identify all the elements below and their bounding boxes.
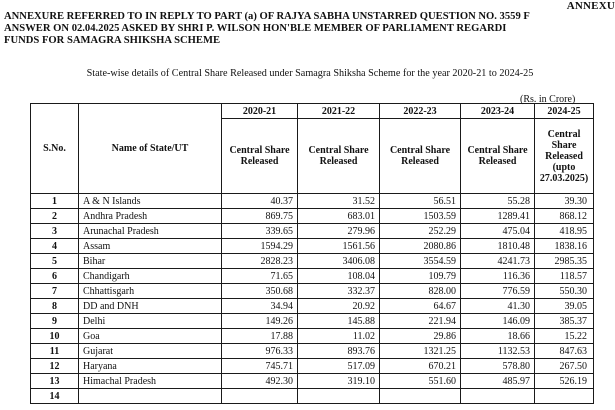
- cell-state-name: Delhi: [79, 314, 222, 329]
- cell-value-year-5: 267.50: [535, 359, 594, 374]
- sub-header-5-text: Central Share Released (upto 27.03.2025): [539, 128, 589, 184]
- cell-value-year-3: 252.29: [380, 224, 461, 239]
- table-row: [31, 329, 594, 344]
- col-header-sno: S.No.: [31, 104, 79, 194]
- sub-header-2: [298, 119, 380, 194]
- cell-sno: 1: [31, 194, 79, 209]
- cell-value-year-2: [298, 389, 380, 404]
- table-row: [31, 239, 594, 254]
- cell-sno: 14: [31, 389, 79, 404]
- cell-value-year-3: 670.21: [380, 359, 461, 374]
- cell-value-year-2: 332.37: [298, 284, 380, 299]
- cell-sno: 11: [31, 344, 79, 359]
- table-row: [31, 269, 594, 284]
- col-header-year-3: 2022-23: [380, 104, 461, 119]
- cell-value-year-3: 64.67: [380, 299, 461, 314]
- cell-value-year-4: 578.80: [461, 359, 535, 374]
- sub-header-1: [222, 119, 298, 194]
- cell-value-year-4: 18.66: [461, 329, 535, 344]
- cell-value-year-1: 40.37: [222, 194, 298, 209]
- cell-value-year-4: 1289.41: [461, 209, 535, 224]
- table-row: [31, 299, 594, 314]
- cell-sno: 13: [31, 374, 79, 389]
- heading-line-3: FUNDS FOR SAMAGRA SHIKSHA SCHEME: [4, 35, 221, 46]
- cell-sno: 5: [31, 254, 79, 269]
- table-row: [31, 359, 594, 374]
- cell-value-year-1: 745.71: [222, 359, 298, 374]
- col-header-year-4: 2023-24: [461, 104, 535, 119]
- cell-value-year-3: 1321.25: [380, 344, 461, 359]
- cell-value-year-4: 776.59: [461, 284, 535, 299]
- cell-value-year-5: 847.63: [535, 344, 594, 359]
- cell-value-year-2: 279.96: [298, 224, 380, 239]
- cell-state-name: Andhra Pradesh: [79, 209, 222, 224]
- col-header-state: Name of State/UT: [79, 104, 222, 194]
- table-row: [31, 314, 594, 329]
- cell-value-year-2: 683.01: [298, 209, 380, 224]
- cell-value-year-3: 221.94: [380, 314, 461, 329]
- cell-value-year-2: 31.52: [298, 194, 380, 209]
- cell-value-year-5: 1838.16: [535, 239, 594, 254]
- cell-state-name: Assam: [79, 239, 222, 254]
- table-row: [31, 194, 594, 209]
- table-row: [31, 224, 594, 239]
- document-heading: [4, 11, 615, 47]
- cell-value-year-5: 550.30: [535, 284, 594, 299]
- header-row-years: [31, 104, 594, 119]
- cell-value-year-1: [222, 389, 298, 404]
- cell-value-year-4: 116.36: [461, 269, 535, 284]
- cell-state-name: Chhattisgarh: [79, 284, 222, 299]
- cell-value-year-3: 2080.86: [380, 239, 461, 254]
- cell-value-year-3: 29.86: [380, 329, 461, 344]
- cell-state-name: Chandigarh: [79, 269, 222, 284]
- cell-value-year-1: 17.88: [222, 329, 298, 344]
- cell-value-year-4: [461, 389, 535, 404]
- cell-value-year-1: 34.94: [222, 299, 298, 314]
- col-header-year-1: 2020-21: [222, 104, 298, 119]
- cell-state-name: DD and DNH: [79, 299, 222, 314]
- cell-value-year-1: 976.33: [222, 344, 298, 359]
- cell-value-year-5: 118.57: [535, 269, 594, 284]
- cell-sno: 3: [31, 224, 79, 239]
- cell-value-year-3: [380, 389, 461, 404]
- sub-header-5: [535, 119, 594, 194]
- cell-value-year-1: 869.75: [222, 209, 298, 224]
- cell-value-year-5: 385.37: [535, 314, 594, 329]
- cell-value-year-1: 350.68: [222, 284, 298, 299]
- cell-value-year-4: 485.97: [461, 374, 535, 389]
- cell-value-year-3: 56.51: [380, 194, 461, 209]
- table-subtitle: State-wise details of Central Share Released under Samagra Shiksha Scheme for the year 2020-21 to 2024-25: [86, 68, 534, 79]
- cell-state-name: Bihar: [79, 254, 222, 269]
- cell-value-year-2: 20.92: [298, 299, 380, 314]
- cell-sno: 4: [31, 239, 79, 254]
- cell-state-name: Arunachal Pradesh: [79, 224, 222, 239]
- units-label: (Rs. in Crore): [520, 94, 576, 105]
- heading-line-2: ANSWER ON 02.04.2025 ASKED BY SHRI P. WILSON HON'BLE MEMBER OF PARLIAMENT REGARDI: [4, 23, 507, 34]
- cell-state-name: Gujarat: [79, 344, 222, 359]
- cell-sno: 7: [31, 284, 79, 299]
- cell-value-year-2: 108.04: [298, 269, 380, 284]
- heading-line-1: ANNEXURE REFERRED TO IN REPLY TO PART (a) OF RAJYA SABHA UNSTARRED QUESTION NO. 3559 F: [4, 11, 530, 22]
- table-row: [31, 389, 594, 404]
- cell-value-year-5: 418.95: [535, 224, 594, 239]
- cell-value-year-1: 339.65: [222, 224, 298, 239]
- cell-value-year-2: 3406.08: [298, 254, 380, 269]
- cell-value-year-1: 71.65: [222, 269, 298, 284]
- cell-sno: 8: [31, 299, 79, 314]
- table-row: [31, 374, 594, 389]
- sub-header-1-text: Central Share Released: [229, 145, 290, 167]
- cell-sno: 10: [31, 329, 79, 344]
- cell-value-year-5: 526.19: [535, 374, 594, 389]
- cell-value-year-2: 145.88: [298, 314, 380, 329]
- table-row: [31, 254, 594, 269]
- cell-value-year-1: 1594.29: [222, 239, 298, 254]
- cell-value-year-4: 1810.48: [461, 239, 535, 254]
- cell-value-year-1: 492.30: [222, 374, 298, 389]
- cell-value-year-4: 1132.53: [461, 344, 535, 359]
- cell-sno: 6: [31, 269, 79, 284]
- cell-sno: 9: [31, 314, 79, 329]
- cell-value-year-4: 475.04: [461, 224, 535, 239]
- cell-state-name: Haryana: [79, 359, 222, 374]
- cell-value-year-2: 517.09: [298, 359, 380, 374]
- table-body: [31, 194, 594, 404]
- cell-value-year-5: 39.30: [535, 194, 594, 209]
- col-header-year-2: 2021-22: [298, 104, 380, 119]
- cell-state-name: Himachal Pradesh: [79, 374, 222, 389]
- cell-value-year-3: 109.79: [380, 269, 461, 284]
- cell-value-year-1: 149.26: [222, 314, 298, 329]
- cell-value-year-5: 2985.35: [535, 254, 594, 269]
- cell-value-year-2: 893.76: [298, 344, 380, 359]
- cell-value-year-1: 2828.23: [222, 254, 298, 269]
- cell-value-year-2: 319.10: [298, 374, 380, 389]
- annexure-tag: ANNEXU: [566, 0, 615, 12]
- cell-value-year-4: 4241.73: [461, 254, 535, 269]
- cell-value-year-3: 3554.59: [380, 254, 461, 269]
- cell-value-year-2: 11.02: [298, 329, 380, 344]
- cell-value-year-3: 1503.59: [380, 209, 461, 224]
- sub-header-4-text: Central Share Released: [467, 145, 528, 167]
- sub-header-2-text: Central Share Released: [308, 145, 369, 167]
- cell-value-year-5: [535, 389, 594, 404]
- cell-value-year-5: 868.12: [535, 209, 594, 224]
- sub-header-4: [461, 119, 535, 194]
- cell-value-year-3: 828.00: [380, 284, 461, 299]
- cell-sno: 12: [31, 359, 79, 374]
- central-share-table: [30, 103, 594, 404]
- table-row: [31, 284, 594, 299]
- cell-value-year-2: 1561.56: [298, 239, 380, 254]
- cell-value-year-3: 551.60: [380, 374, 461, 389]
- cell-value-year-5: 15.22: [535, 329, 594, 344]
- cell-state-name: [79, 389, 222, 404]
- cell-value-year-4: 41.30: [461, 299, 535, 314]
- col-header-year-5: 2024-25: [535, 104, 594, 119]
- sub-header-3-text: Central Share Released: [389, 145, 451, 167]
- cell-value-year-5: 39.05: [535, 299, 594, 314]
- cell-sno: 2: [31, 209, 79, 224]
- cell-state-name: Goa: [79, 329, 222, 344]
- cell-value-year-4: 146.09: [461, 314, 535, 329]
- table-row: [31, 209, 594, 224]
- sub-header-3: [380, 119, 461, 194]
- table-row: [31, 344, 594, 359]
- cell-value-year-4: 55.28: [461, 194, 535, 209]
- cell-state-name: A & N Islands: [79, 194, 222, 209]
